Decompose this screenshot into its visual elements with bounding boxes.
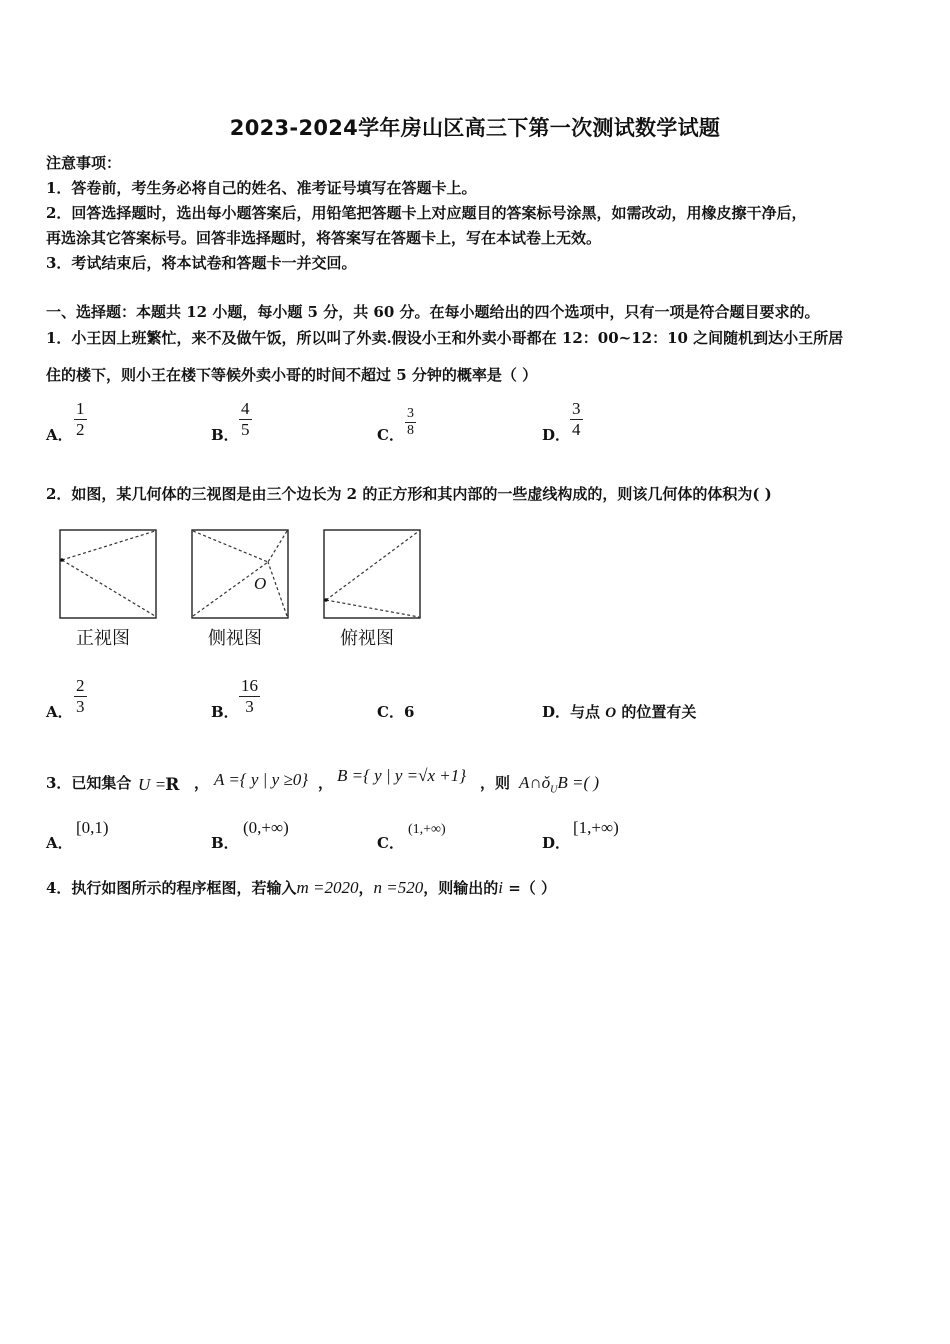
q1-option-b-fraction [239,399,252,440]
side-view-label: 侧视图 [208,628,262,649]
q1-option-d-fraction [570,399,583,440]
q3-expr-tail: B =( ) [557,773,600,792]
front-view-dashed-line-2 [62,560,155,616]
side-view-dashed-line-1 [193,531,268,562]
top-view-figure [322,528,422,620]
q2-option-b-fraction [239,676,260,717]
notice-item-3: 3．考试结束后，将本试卷和答题卡一并交回。 [46,254,357,272]
q3-r-symbol: R [165,775,180,795]
notice-item-2-cont: 再选涂其它答案标号。回答非选择题时，将答案写在答题卡上，写在本试卷上无效。 [46,229,602,247]
q3-u-eq: = [155,775,166,794]
q1-option-b-num: 4 [241,399,250,418]
q3-set-a: A ={ y | y ≥0} [214,770,308,789]
q1-option-c-num: 3 [407,406,414,421]
front-view-dashed-line-1 [62,531,155,560]
side-view-figure [190,528,290,620]
q2-option-c-label: C． [377,703,404,721]
q1-option-c-den: 8 [407,423,414,438]
side-view-dashed-line-2 [268,531,287,562]
q1-option-a-den: 2 [76,420,85,439]
q3-option-c-value: (1,+∞) [408,822,446,837]
q3-expr-main: A∩ǒ [519,773,551,792]
q1-option-b-den: 5 [241,420,250,439]
q4-i-symbol: i [498,878,503,897]
top-view-dashed-line-2 [326,600,419,617]
q2-option-a-label: A． [46,703,73,721]
q3-sep-2: ， [318,774,334,792]
top-view-square [324,530,420,618]
q3-sep-1: ， [194,774,210,792]
q2-option-b-label: B． [211,703,239,721]
q2-option-a-num: 2 [76,676,85,695]
q3-option-d-value: [1,+∞) [573,818,619,837]
q1-stem-line1: 1．小王因上班繁忙，来不及做午饭，所以叫了外卖.假设小王和外卖小哥都在 12：00~12：10 之间随机到达小王所居 [46,329,844,347]
q3-expr-sub: U [550,784,558,796]
q3-prefix: 3．已知集合 [46,774,132,792]
q2-option-d-label: D． [542,703,571,721]
q2-option-d-math: O [605,705,617,721]
notice-heading: 注意事项： [46,154,122,172]
q3-set-b: B ={ y | y =√x +1} [337,766,467,785]
q3-option-c-label: C． [377,834,404,852]
top-view-dashed-line-1 [326,531,419,600]
q3-then: ，则 [480,774,511,792]
q3-expression [519,773,599,795]
q2-option-c [377,701,414,722]
q1-option-d-num: 3 [572,399,581,418]
front-view-figure [58,528,158,620]
q4-tail: =（ ） [508,879,556,897]
q2-option-d [542,701,696,722]
q1-option-c-fraction [405,406,416,439]
q1-option-a-fraction [74,399,87,440]
q3-option-d-label: D． [542,834,571,852]
q2-option-a-den: 3 [76,697,85,716]
q2-option-c-text: 6 [403,703,415,721]
q3-option-b-label: B． [211,834,239,852]
top-view-point [324,598,328,602]
q2-stem: 2．如图，某几何体的三视图是由三个边长为 2 的正方形和其内部的一些虚线构成的，则该几何体的体积为( ) [46,485,772,503]
side-view-point-label: O [254,574,267,593]
q1-option-b-label: B． [211,426,239,444]
q1-stem-line2: 住的楼下，则小王在楼下等候外卖小哥的时间不超过 5 分钟的概率是（ ） [46,366,538,384]
notice-item-2: 2．回答选择题时，选出每小题答案后，用铅笔把答题卡上对应题目的答案标号涂黑，如需改动，用橡皮擦干净后， [46,204,807,222]
q2-option-b-num: 16 [241,676,258,695]
q2-option-d-pre: 与点 [570,703,606,721]
q1-option-d-label: D． [542,426,571,444]
top-view-label: 俯视图 [340,628,394,649]
q3-universal-set [138,775,179,795]
q4-m-value: m =2020 [296,878,359,897]
q1-option-c-label: C． [377,426,404,444]
q1-option-d-den: 4 [572,420,581,439]
front-view-square [60,530,156,618]
front-view-point [60,558,64,562]
q4-comma: ， [358,879,374,897]
q3-option-a-label: A． [46,834,73,852]
section-heading: 一、选择题：本题共 12 小题，每小题 5 分，共 60 分。在每小题给出的四个选项中，只有一项是符合题目要求的。 [46,303,820,321]
q3-option-b-value: (0,+∞) [243,818,289,837]
q2-option-a-fraction [74,676,87,717]
side-view-square [192,530,288,618]
q4-prefix: 4．执行如图所示的程序框图，若输入 [46,879,297,897]
q4-n-value: n =520 [373,878,424,897]
q3-option-a-value: [0,1) [76,818,109,837]
q3-u-symbol: U [138,775,151,794]
front-view-label: 正视图 [76,628,130,649]
q4-suffix: ，则输出的 [423,879,499,897]
q1-option-a-num: 1 [76,399,85,418]
q1-option-a-label: A． [46,426,73,444]
side-view-dashed-line-4 [268,562,287,616]
q2-option-d-post: 的位置有关 [616,703,697,721]
page-title: 2023-2024学年房山区高三下第一次测试数学试题 [229,116,721,140]
q2-option-b-den: 3 [239,696,260,717]
q4-stem [46,877,556,898]
notice-item-1: 1．答卷前，考生务必将自己的姓名、准考证号填写在答题卡上。 [46,179,477,197]
